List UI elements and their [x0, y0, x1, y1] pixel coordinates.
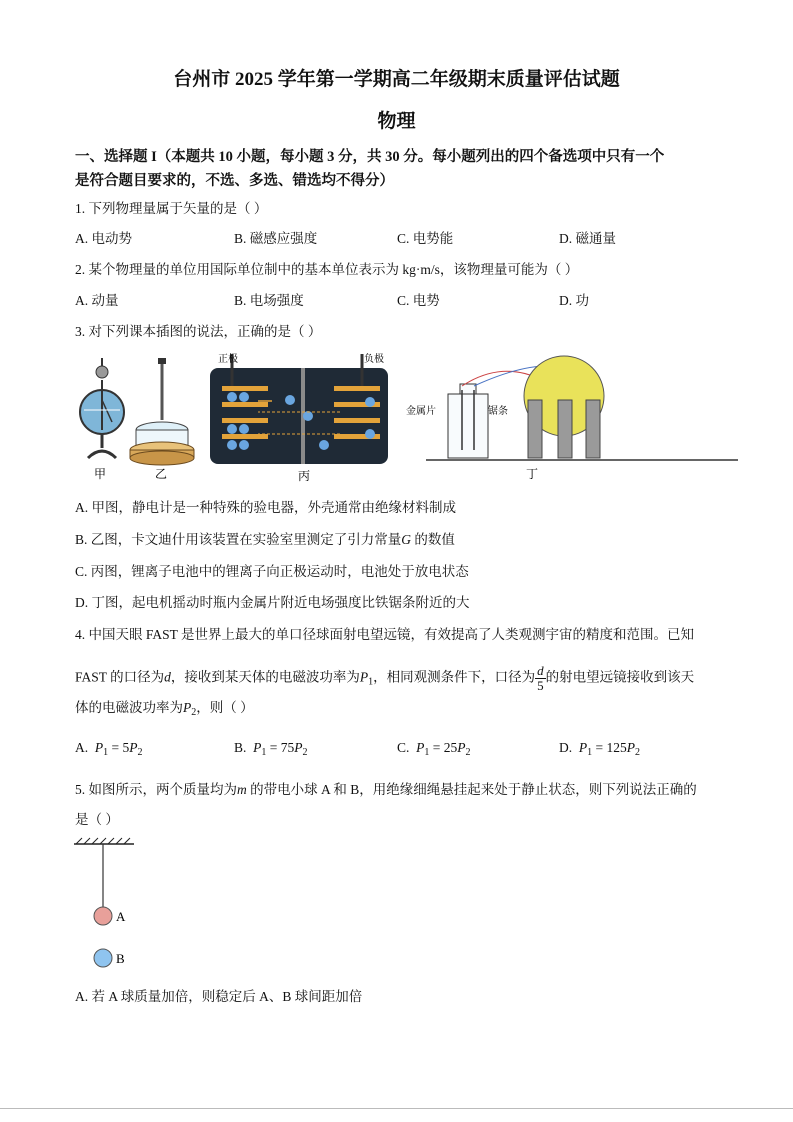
ball-b-label: B: [116, 951, 125, 966]
label-bing: 丙: [298, 469, 311, 483]
q4-option-a-sub1: 1: [103, 747, 109, 758]
q4-frac-den: 5: [537, 678, 544, 693]
question-5-line2: 是（ ）: [75, 812, 119, 827]
q2-option-d: D. 功: [559, 293, 589, 308]
q4-l2-a: FAST 的口径为: [75, 669, 165, 685]
q4-option-d-coeff: 125: [606, 740, 627, 755]
q5-var-m: m: [237, 782, 247, 797]
q3-option-b: B. 乙图，卡文迪什用该装置在实验室里测定了引力常量: [75, 532, 402, 547]
q3-figure: [72, 350, 742, 485]
ball-a: [94, 907, 112, 925]
electroscope-figure: [80, 358, 124, 481]
q4-frac-num: d: [537, 663, 544, 678]
q4-var-d: d: [164, 669, 171, 685]
q4-option-d-p1: P: [578, 740, 588, 755]
q5-option-a: A. 若 A 球质量加倍，则稳定后 A、B 球间距加倍: [75, 989, 363, 1004]
label-saw-blade: 锯条: [488, 406, 508, 417]
question-4-line1: 4. 中国天眼 FAST 是世界上最大的单口径球面射电望远镜，有效提高了人类观测宇宙的精度和范围。已知: [75, 627, 695, 642]
question-5-line1: [75, 780, 697, 800]
q4-option-c-p2: P: [457, 740, 466, 755]
q3-option-b-line: [75, 530, 455, 550]
torsion-balance-figure: [130, 358, 194, 481]
q2-option-b: B. 电场强度: [234, 293, 304, 308]
q5-l1-b: 的带电小球 A 和 B，用绝缘细绳悬挂起来处于静止状态，则下列说法正确的: [246, 782, 697, 797]
q4-option-c-coeff: 25: [443, 740, 458, 755]
q4-option-a-eq: =: [108, 740, 123, 755]
page-bottom-divider: [0, 1108, 793, 1109]
q2-option-a: A. 动量: [75, 293, 119, 308]
question-2-stem: 2. 某个物理量的单位用国际单位制中的基本单位表示为 kg·m/s，该物理量可能为（ ）: [75, 262, 579, 277]
q4-sub1: 1: [368, 676, 374, 688]
q4-option-a-label: A.: [75, 740, 89, 755]
q4-option-d-sub1: 1: [587, 747, 593, 758]
q4-option-d-sub2: 2: [635, 747, 640, 758]
ball-a-label: A: [116, 909, 126, 924]
q4-option-c-label: C.: [397, 740, 410, 755]
q4-option-c-eq: =: [429, 740, 444, 755]
q4-option-d-p2: P: [626, 740, 635, 755]
question-3-stem: 3. 对下列课本插图的说法，正确的是（ ）: [75, 324, 322, 339]
q4-option-b-coeff: 75: [280, 740, 295, 755]
ball-b: [94, 949, 112, 967]
q4-option-b-sub1: 1: [261, 747, 267, 758]
q4-option-b-p2: P: [294, 740, 303, 755]
q4-var-p1: P: [359, 669, 369, 685]
q4-option-c-p1: P: [416, 740, 425, 755]
label-positive: 正极: [218, 354, 238, 365]
q4-l3-a: 体的电磁波功率为: [75, 700, 183, 715]
ceiling-hatch: [76, 838, 130, 844]
q4-sub2: 2: [191, 707, 197, 718]
q4-option-a: [75, 738, 143, 763]
q3-option-d: D. 丁图，起电机摇动时瓶内金属片附近电场强度比铁锯条附近的大: [75, 595, 470, 610]
question-4-line3: [75, 698, 254, 723]
page-title: 台州市 2025 学年第一学期高二年级期末质量评估试题: [173, 69, 620, 90]
question-4-line2: [75, 664, 694, 693]
q4-var-p2: P: [183, 700, 192, 715]
q1-option-b: B. 磁感应强度: [234, 231, 318, 246]
q5-l1-a: 5. 如图所示，两个质量均为: [75, 782, 237, 797]
subject-title: 物理: [377, 111, 416, 132]
label-yi: 乙: [155, 467, 168, 481]
section-heading-line1: 一、选择题 I（本题共 10 小题，每小题 3 分，共 30 分。每小题列出的四个备选项中只有一个: [75, 149, 665, 165]
q4-l2-b: ，接收到某天体的电磁波功率为: [170, 669, 360, 685]
q4-fraction: [535, 664, 546, 693]
q4-l2-c: ，相同观测条件下，口径为: [373, 669, 536, 685]
q1-option-d: D. 磁通量: [559, 231, 616, 246]
q4-option-c: [397, 738, 471, 763]
q4-option-a-p2: P: [129, 740, 138, 755]
q4-option-d-eq: =: [592, 740, 607, 755]
q5-figure: [70, 836, 150, 976]
q4-option-a-sub2: 2: [137, 747, 143, 758]
q1-option-c: C. 电势能: [397, 231, 454, 246]
label-metal-sheet: 金属片: [406, 406, 436, 417]
question-1-stem: 1. 下列物理量属于矢量的是（ ）: [75, 201, 268, 216]
label-negative: 负极: [364, 354, 384, 365]
label-ding: 丁: [526, 467, 539, 481]
label-jia: 甲: [94, 467, 107, 481]
q4-option-d: [559, 738, 640, 763]
q4-l3-b: ，则（ ）: [196, 700, 254, 715]
lithium-battery-figure: [210, 352, 388, 483]
q4-option-a-p1: P: [94, 740, 104, 755]
q3-option-c: C. 丙图，锂离子电池中的锂离子向正极运动时，电池处于放电状态: [75, 564, 469, 579]
q1-option-a: A. 电动势: [75, 231, 132, 246]
q4-option-a-coeff: 5: [122, 740, 130, 755]
q3-option-a: A. 甲图，静电计是一种特殊的验电器，外壳通常由绝缘材料制成: [75, 500, 456, 515]
q4-option-b-label: B.: [234, 740, 247, 755]
q4-option-c-sub2: 2: [465, 747, 471, 758]
q4-option-b-p1: P: [253, 740, 262, 755]
section-heading-line2: 是符合题目要求的，不选、多选、错选均不得分）: [75, 173, 394, 189]
q4-l2-d: 的射电望远镜接收到该天: [545, 669, 695, 685]
section-heading: [75, 145, 735, 193]
electrostatic-machine-figure: [406, 356, 738, 481]
q2-option-c: C. 电势: [397, 293, 440, 308]
q4-option-b: [234, 738, 308, 763]
q4-option-b-eq: =: [266, 740, 281, 755]
q4-option-b-sub2: 2: [302, 747, 308, 758]
q3-option-b-tail: 的数值: [411, 532, 455, 547]
q3-option-b-var: G: [401, 532, 412, 547]
q4-option-c-sub1: 1: [424, 747, 430, 758]
q4-option-d-label: D.: [559, 740, 573, 755]
